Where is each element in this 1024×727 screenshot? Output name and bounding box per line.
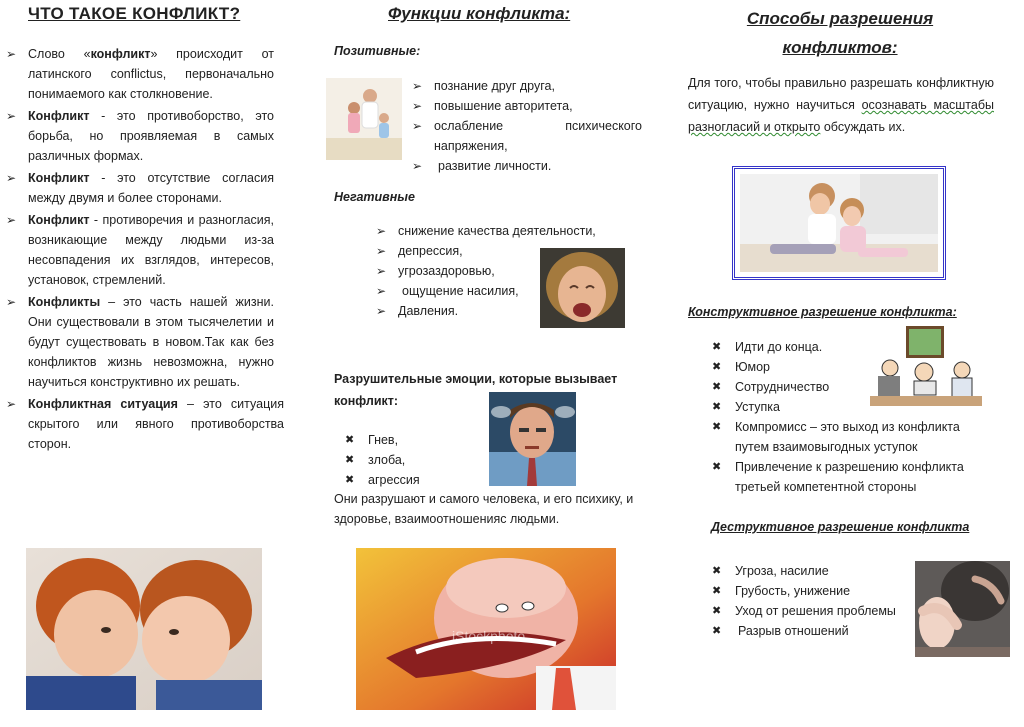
intro-part-3: обсуждать их. xyxy=(820,120,906,134)
destructive-label: Деструктивное разрешение конфликта xyxy=(711,520,970,534)
emotions-list xyxy=(368,430,478,490)
list-item: ➢ депрессия, xyxy=(398,241,618,261)
intro-text xyxy=(688,72,994,138)
middle-title: Функции конфликта: xyxy=(388,4,571,23)
definition-list xyxy=(28,44,284,454)
constructive-label: Конструктивное разрешение конфликта: xyxy=(688,305,957,319)
list-item: ✖ Идти до конца. xyxy=(735,337,985,357)
angry-man-photo xyxy=(489,392,576,486)
item-text: – это часть нашей жизни. Они существовали в этом тысячелетии и будут существовать в новом.Так как без конфликтов жизнь невозможна, нужно научиться конструктивно их решать. xyxy=(28,295,274,389)
right-title-line-1: Способы разрешения xyxy=(746,9,934,28)
list-item: ✖ Угроза, насилие xyxy=(735,561,915,581)
item-text: - противоречия и разногласия, возникающие между людьми из-за несовпадения их взглядов, интересов, установок, стремлений. xyxy=(28,213,274,287)
item-bold: Конфликт xyxy=(28,171,90,185)
list-item: ➢ познание друг друга, xyxy=(434,76,642,96)
list-item: ✖ Сотрудничество xyxy=(735,377,985,397)
left-title: ЧТО ТАКОЕ КОНФЛИКТ? xyxy=(28,4,241,23)
crying-girl-photo xyxy=(540,248,625,328)
item-bold: Конфликтная ситуация xyxy=(28,397,178,411)
right-title-line-2: конфликтов: xyxy=(782,38,898,57)
item-text: - это отсутствие согласия между двумя и более сторонами. xyxy=(28,171,274,205)
list-item: ➢ ослабление психического напряжения, xyxy=(434,116,642,156)
emotions-label: Разрушительные эмоции, которые вызывает конфликт: xyxy=(334,372,618,408)
list-item: ➢ развитие личности. xyxy=(434,156,642,176)
list-item: ➢ Давления. xyxy=(398,301,618,321)
list-item: ➢ ощущение насилия, xyxy=(398,281,618,301)
list-item: ➢ угрозаздоровью, xyxy=(398,261,618,281)
negative-label: Негативные xyxy=(334,190,415,204)
item-bold: Конфликт xyxy=(28,109,90,123)
item-bold: Конфликт xyxy=(28,213,90,227)
item-prefix: Слово « xyxy=(28,47,91,61)
positive-list xyxy=(434,76,642,176)
item-text: – это ситуация скрытого или явного противоборства сторон. xyxy=(28,397,284,451)
list-item: ✖ Юмор xyxy=(735,357,985,377)
intro-part-2: осознавать масштабы разногласий и открыто xyxy=(688,98,994,134)
intro-part-1: Для того, чтобы правильно разрешать конфликтную ситуацию, нужно научиться xyxy=(688,76,994,112)
constructive-list xyxy=(735,337,985,497)
list-item: ✖ агрессия xyxy=(368,470,478,490)
list-item xyxy=(28,292,274,392)
emotions-note: Они разрушают и самого человека, и его психику, и здоровье, взаимоотношенияс людьми. xyxy=(334,492,634,526)
item-bold: Конфликты xyxy=(28,295,101,309)
list-item xyxy=(28,168,274,208)
list-item xyxy=(28,394,284,454)
list-item: ✖ Привлечение к разрешению конфликта третьей компетентной стороны xyxy=(735,457,985,497)
list-item xyxy=(28,106,274,166)
list-item: ✖ Уход от решения проблемы xyxy=(735,601,915,621)
destructive-list xyxy=(735,561,915,641)
list-item xyxy=(28,210,274,290)
right-title xyxy=(700,4,980,62)
list-item: ➢ снижение качества деятельности, xyxy=(398,221,618,241)
list-item: ✖ Разрыв отношений xyxy=(735,621,915,641)
item-bold: конфликт xyxy=(90,47,151,61)
list-item: ➢ повышение авторитета, xyxy=(434,96,642,116)
item-text: - это противоборство, это борьба, но проявляемая в самых различных формах. xyxy=(28,109,274,163)
list-item: ✖ Грубость, унижение xyxy=(735,581,915,601)
list-item: ✖ Уступка xyxy=(735,397,985,417)
family-photo xyxy=(326,78,402,160)
list-item: ✖ Компромисс – это выход из конфликта путем взаимовыгодных уступок xyxy=(735,417,985,457)
item-text: » происходит от латинского conflictus, первоначально понимаемого как столкновение. xyxy=(28,47,274,101)
list-item xyxy=(28,44,274,104)
watermark-text: iStockphoto xyxy=(452,628,526,644)
positive-label: Позитивные: xyxy=(334,44,421,58)
screaming-cartoon xyxy=(356,548,616,710)
boys-photo xyxy=(26,548,262,710)
list-item: ✖ Гнев, xyxy=(368,430,478,450)
list-item: ✖ злоба, xyxy=(368,450,478,470)
frightened-woman-photo xyxy=(915,561,1010,657)
children-photo-frame xyxy=(732,166,946,280)
